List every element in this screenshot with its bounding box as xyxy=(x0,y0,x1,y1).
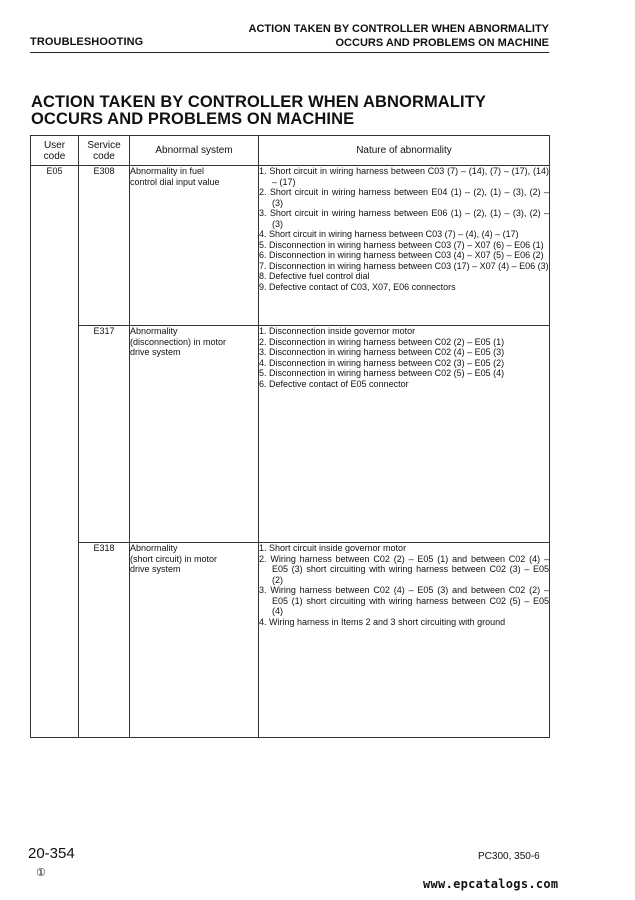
header-user-code-line1: User xyxy=(43,139,66,151)
running-header-line1: ACTION TAKEN BY CONTROLLER WHEN ABNORMALITY xyxy=(248,23,549,35)
nature-item: 2. Wiring harness between C02 (2) – E05 (1) and between C02 (4) – E05 (3) short circuiting with wiring harness between C02 (3) – E05 (2) xyxy=(259,553,549,585)
nature-item: 8. Defective fuel control dial xyxy=(259,271,370,281)
abnormal-system-cell xyxy=(130,543,259,738)
nature-item: 6. Disconnection in wiring harness between C03 (4) – X07 (5) – E06 (2) xyxy=(259,250,544,260)
nature-item: 4. Disconnection in wiring harness between C02 (3) – E05 (2) xyxy=(259,357,505,368)
section-header: TROUBLESHOOTING xyxy=(30,36,144,48)
nature-list xyxy=(259,166,549,292)
nature-item: 5. Disconnection in wiring harness between C02 (5) – E05 (4) xyxy=(259,368,505,378)
nature-item: 1. Disconnection inside governor motor xyxy=(259,326,416,336)
header-nature: Nature of abnormality xyxy=(259,136,550,166)
page-title-line1: ACTION TAKEN BY CONTROLLER WHEN ABNORMALITY xyxy=(31,93,486,111)
running-header-line2: OCCURS AND PROBLEMS ON MACHINE xyxy=(335,37,549,49)
header-service-code-line2: code xyxy=(93,150,115,162)
nature-item: 2. Short circuit in wiring harness between E04 (1) – (2), (1) – (3), (2) – (3) xyxy=(259,187,549,208)
page-number: 20-354 xyxy=(28,845,75,862)
system-line: drive system xyxy=(130,347,181,357)
service-code-cell: E318 xyxy=(79,543,130,738)
system-line: control dial input value xyxy=(130,176,220,187)
nature-item: 3. Short circuit in wiring harness between E06 (1) – (2), (1) – (3), (2) – (3) xyxy=(259,208,549,229)
service-code-cell: E317 xyxy=(79,326,130,543)
service-code-cell: E308 xyxy=(79,166,130,326)
nature-cell xyxy=(259,326,550,543)
table-row xyxy=(31,326,550,543)
abnormal-system-cell xyxy=(130,166,259,326)
nature-item: 5. Disconnection in wiring harness between C03 (7) – X07 (6) – E06 (1) xyxy=(259,239,544,250)
header-user-code-line2: code xyxy=(43,150,66,162)
page-title-line2: OCCURS AND PROBLEMS ON MACHINE xyxy=(31,110,355,128)
header-user-code xyxy=(31,136,79,166)
nature-cell xyxy=(259,166,550,326)
abnormal-system-cell xyxy=(130,326,259,543)
nature-item: 6. Defective contact of E05 connector xyxy=(259,378,409,389)
table-row xyxy=(31,166,550,326)
nature-item: 1. Short circuit in wiring harness between C03 (7) – (14), (7) – (17), (14) – (17) xyxy=(259,166,549,187)
nature-item: 4. Wiring harness in Items 2 and 3 short circuiting with ground xyxy=(259,616,506,627)
header-abnormal-system: Abnormal system xyxy=(130,136,259,166)
website-watermark: www.epcatalogs.com xyxy=(423,877,559,891)
revision-mark: ① xyxy=(36,867,46,879)
nature-list xyxy=(259,326,549,389)
system-line: Abnormality xyxy=(130,543,178,553)
model-label: PC300, 350-6 xyxy=(478,851,540,862)
nature-item: 9. Defective contact of C03, X07, E06 connectors xyxy=(259,281,456,292)
system-line: drive system xyxy=(130,564,181,574)
abnormality-table xyxy=(30,135,550,738)
user-code-cell: E05 xyxy=(31,166,79,738)
nature-item: 7. Disconnection in wiring harness between C03 (17) – X07 (4) – E06 (3) xyxy=(259,260,549,271)
system-line: Abnormality in fuel xyxy=(130,166,205,176)
nature-item: 3. Wiring harness between C02 (4) – E05 (3) and between C02 (2) – E05 (1) short circuiting with wiring harness between C02 (5) – E05 (4) xyxy=(259,585,549,616)
table-header-row xyxy=(31,136,550,166)
nature-item: 3. Disconnection in wiring harness between C02 (4) – E05 (3) xyxy=(259,347,505,357)
nature-list xyxy=(259,543,549,627)
system-line: Abnormality xyxy=(130,326,178,336)
system-line: (disconnection) in motor xyxy=(130,336,227,347)
page-title xyxy=(31,94,486,128)
nature-item: 4. Short circuit in wiring harness between C03 (7) – (4), (4) – (17) xyxy=(259,229,519,239)
header-service-code xyxy=(79,136,130,166)
nature-item: 2. Disconnection in wiring harness between C02 (2) – E05 (1) xyxy=(259,336,505,347)
running-header-title xyxy=(249,22,549,50)
nature-cell xyxy=(259,543,550,738)
nature-item: 1. Short circuit inside governor motor xyxy=(259,543,407,553)
table-row xyxy=(31,543,550,738)
system-line: (short circuit) in motor xyxy=(130,553,218,564)
header-rule xyxy=(30,52,549,53)
header-service-code-line1: Service xyxy=(87,139,121,151)
